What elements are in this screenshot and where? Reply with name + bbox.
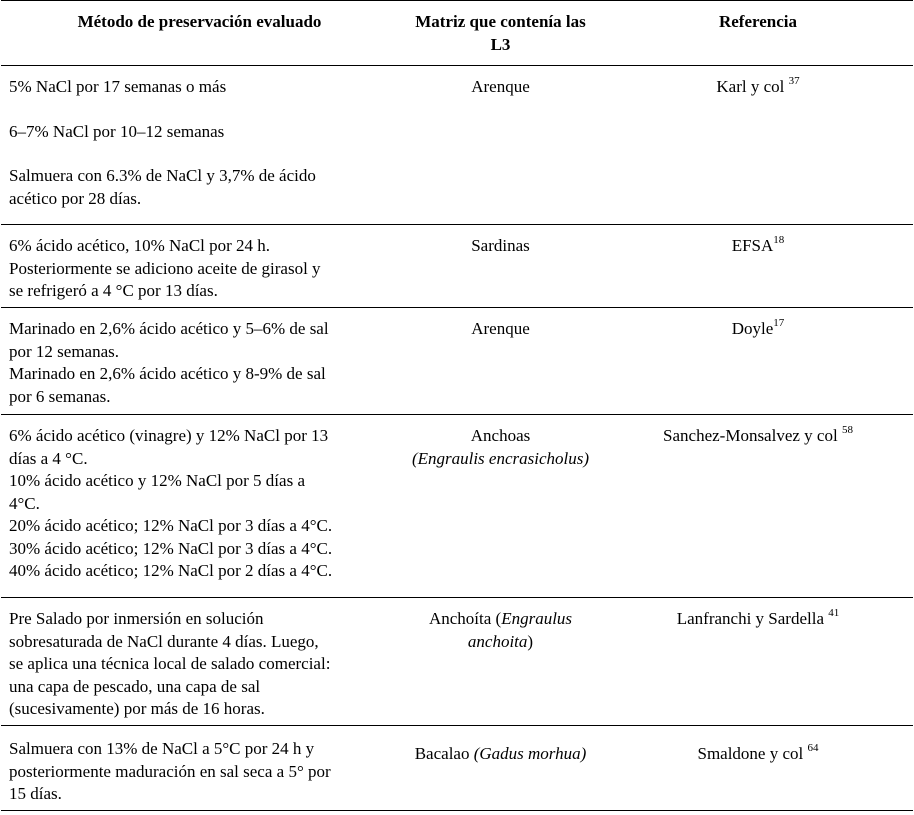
method-line: Salmuera con 13% de NaCl a 5°C por 24 h y (9, 739, 315, 758)
reference-citation: 58 (841, 424, 853, 437)
reference-cell (603, 225, 913, 307)
table-row (1, 415, 913, 598)
matrix-cell (398, 308, 603, 414)
matrix-cell (398, 415, 603, 597)
method-line: Marinado en 2,6% ácido acético y 5–6% de sal (9, 319, 329, 338)
reference-cell (603, 308, 913, 414)
table-row (1, 225, 913, 308)
method-line: por 6 semanas. (9, 386, 111, 406)
header-reference-label: Referencia (718, 12, 798, 31)
matrix-label: Sardinas (471, 236, 530, 255)
preservation-methods-table (1, 0, 913, 811)
method-line: se refrigeró a 4 °C por 13 días. (9, 281, 218, 300)
matrix-label: Arenque (471, 319, 530, 338)
method-line: Salmuera con 6.3% de NaCl y 3,7% de ácido (9, 166, 316, 185)
table-row (1, 598, 913, 726)
reference-label: Sanchez-Monsalvez y col (663, 426, 838, 445)
method-line: 40% ácido acético; 12% NaCl por 2 días a 4°C. (9, 561, 333, 580)
method-line: Pre Salado por inmersión en solución (9, 609, 264, 628)
method-cell (1, 415, 398, 597)
method-line: 6–7% NaCl por 10–12 semanas (9, 121, 225, 141)
method-cell (1, 726, 398, 810)
method-line: 15 días. (9, 784, 62, 803)
method-line: 10% ácido acético y 12% NaCl por 5 días a (9, 471, 305, 490)
matrix-label-line1 (398, 608, 603, 631)
reference-cell (603, 415, 913, 597)
reference-label: Karl y col (716, 77, 785, 96)
header-method-label: Método de preservación evaluado (77, 12, 322, 31)
reference-cell (603, 726, 913, 810)
matrix-label: Anchoas (470, 426, 531, 445)
method-line: posteriormente maduración en sal seca a 5° por (9, 761, 331, 781)
method-cell (1, 225, 398, 307)
matrix-cell (398, 598, 603, 725)
reference-label: Lanfranchi y Sardella (676, 609, 824, 628)
matrix-species: (Engraulis encrasicholus) (411, 448, 590, 468)
header-reference (603, 1, 913, 65)
method-line: por 12 semanas. (9, 341, 120, 361)
method-line: sobresaturada de NaCl durante 4 días. Luego, (9, 631, 319, 651)
method-line: 20% ácido acético; 12% NaCl por 3 días a 4°C. (9, 516, 333, 535)
reference-label: Smaldone y col (697, 744, 804, 763)
reference-label: EFSA (731, 236, 774, 255)
reference-cell (603, 66, 913, 224)
matrix-label: Anchoíta ( (428, 609, 502, 628)
matrix-cell (398, 66, 603, 224)
matrix-close-paren: ) (527, 631, 534, 651)
reference-citation: 64 (807, 742, 819, 755)
header-matrix-line1: Matriz que contenía las (415, 12, 586, 31)
method-line: 5% NaCl por 17 semanas o más (9, 77, 227, 96)
reference-citation: 41 (828, 607, 840, 620)
method-line: una capa de pescado, una capa de sal (9, 676, 261, 696)
reference-label: Doyle (731, 319, 774, 338)
method-line: Posteriormente se adiciono aceite de girasol y (9, 258, 321, 278)
method-cell (1, 308, 398, 414)
matrix-label: Arenque (471, 77, 530, 96)
method-line: acético por 28 días. (9, 188, 142, 208)
method-line: Marinado en 2,6% ácido acético y 8-9% de sal (9, 364, 326, 383)
reference-citation: 17 (773, 317, 785, 330)
matrix-cell (398, 225, 603, 307)
matrix-cell (398, 726, 603, 810)
matrix-species: anchoita (467, 631, 528, 651)
reference-citation: 18 (773, 234, 785, 247)
method-line: 4°C. (9, 493, 40, 513)
method-cell (1, 598, 398, 725)
table-row (1, 308, 913, 415)
method-line: días a 4 °C. (9, 448, 88, 468)
method-line: se aplica una técnica local de salado comercial: (9, 654, 331, 673)
matrix-species: (Gadus morhua) (473, 744, 587, 763)
reference-cell (603, 598, 913, 725)
matrix-label: Bacalao (414, 744, 470, 763)
matrix-species: Engraulus (501, 609, 573, 628)
header-method (1, 1, 398, 65)
method-line: 30% ácido acético; 12% NaCl por 3 días a 4°C. (9, 538, 333, 558)
reference-citation: 37 (788, 75, 800, 88)
header-matrix (398, 1, 603, 65)
matrix-label-line2 (398, 631, 603, 654)
method-cell (1, 66, 398, 224)
table-row (1, 66, 913, 225)
method-line: (sucesivamente) por más de 16 horas. (9, 699, 265, 718)
header-matrix-line2: L3 (490, 34, 511, 54)
table-row (1, 726, 913, 811)
method-line: 6% ácido acético (vinagre) y 12% NaCl por 13 (9, 426, 329, 445)
table-header-row (1, 0, 913, 66)
method-line: 6% ácido acético, 10% NaCl por 24 h. (9, 236, 271, 255)
